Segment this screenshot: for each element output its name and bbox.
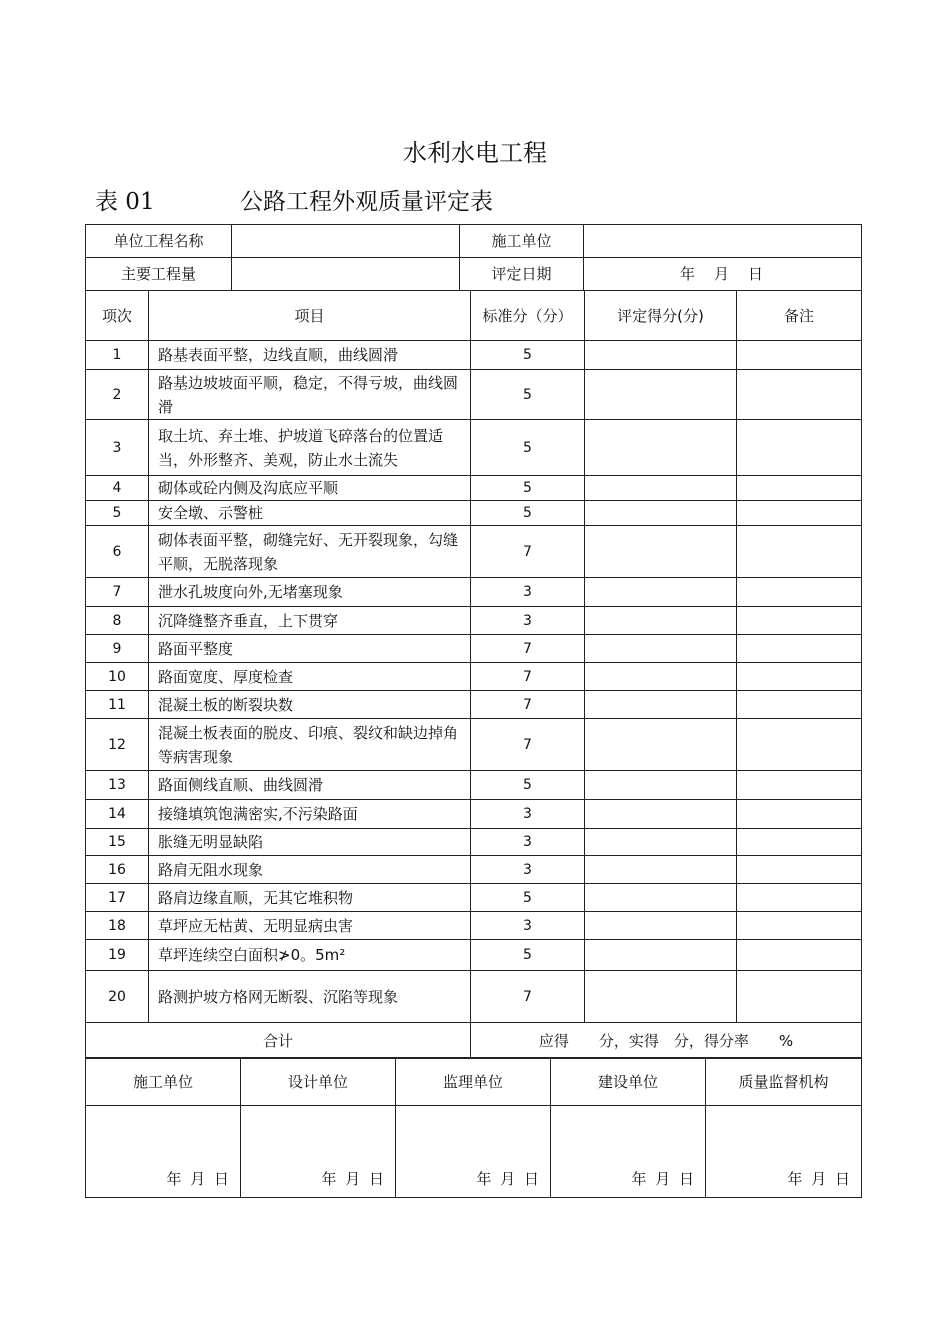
item-std-score: 5	[471, 940, 585, 971]
form-code: 表 01	[95, 189, 155, 215]
table-row	[86, 940, 862, 971]
item-eval-score-field[interactable]	[585, 635, 737, 663]
sign-label-supervision: 监理单位	[396, 1058, 551, 1106]
item-no: 19	[86, 940, 149, 971]
item-eval-score-field[interactable]	[585, 370, 737, 420]
item-no: 1	[86, 341, 149, 370]
item-no: 13	[86, 771, 149, 800]
table-row	[86, 635, 862, 663]
sign-box-quality-supervision[interactable]: 年 月 日	[706, 1106, 862, 1198]
item-std-score: 3	[471, 607, 585, 635]
main-quantity-label: 主要工程量	[86, 258, 232, 291]
main-title: 水利水电工程	[403, 139, 547, 167]
item-description: 路面宽度、厚度检查	[149, 663, 471, 691]
item-no: 9	[86, 635, 149, 663]
item-no: 18	[86, 912, 149, 940]
item-no: 17	[86, 884, 149, 912]
item-eval-score-field[interactable]	[585, 829, 737, 856]
table-row	[86, 884, 862, 912]
item-eval-score-field[interactable]	[585, 526, 737, 578]
item-remark-field[interactable]	[737, 856, 862, 884]
item-description: 取土坑、弃土堆、护坡道飞碎落台的位置适当，外形整齐、美观，防止水土流失	[149, 420, 471, 476]
eval-date-field[interactable]: 年 月 日	[584, 258, 862, 291]
item-std-score: 7	[471, 691, 585, 719]
item-description: 接缝填筑饱满密实,不污染路面	[149, 800, 471, 829]
table-row	[86, 771, 862, 800]
item-std-score: 3	[471, 829, 585, 856]
construction-unit-field[interactable]	[584, 225, 862, 258]
item-no: 14	[86, 800, 149, 829]
project-info-table	[85, 224, 862, 291]
item-std-score: 5	[471, 341, 585, 370]
item-description: 路肩无阻水现象	[149, 856, 471, 884]
total-summary[interactable]: 应得 分，实得 分，得分率 %	[471, 1023, 862, 1059]
table-row	[86, 341, 862, 370]
item-eval-score-field[interactable]	[585, 607, 737, 635]
table-row	[86, 607, 862, 635]
item-eval-score-field[interactable]	[585, 971, 737, 1023]
item-remark-field[interactable]	[737, 940, 862, 971]
item-eval-score-field[interactable]	[585, 663, 737, 691]
item-no: 10	[86, 663, 149, 691]
item-remark-field[interactable]	[737, 884, 862, 912]
col-header-remark: 备注	[737, 291, 862, 341]
sign-box-construction[interactable]: 年 月 日	[86, 1106, 241, 1198]
sign-box-design[interactable]: 年 月 日	[241, 1106, 396, 1198]
item-std-score: 5	[471, 420, 585, 476]
item-description: 草坪应无枯黄、无明显病虫害	[149, 912, 471, 940]
table-row	[86, 719, 862, 771]
item-eval-score-field[interactable]	[585, 719, 737, 771]
item-no: 4	[86, 476, 149, 501]
table-row	[86, 663, 862, 691]
table-row	[86, 370, 862, 420]
item-no: 3	[86, 420, 149, 476]
item-std-score: 7	[471, 526, 585, 578]
item-remark-field[interactable]	[737, 420, 862, 476]
item-eval-score-field[interactable]	[585, 912, 737, 940]
table-row	[86, 501, 862, 526]
item-no: 20	[86, 971, 149, 1023]
item-eval-score-field[interactable]	[585, 691, 737, 719]
item-std-score: 5	[471, 771, 585, 800]
total-label: 合计	[86, 1023, 471, 1059]
item-remark-field[interactable]	[737, 719, 862, 771]
item-description: 砌体表面平整，砌缝完好、无开裂现象，勾缝平顺，无脱落现象	[149, 526, 471, 578]
table-row	[86, 912, 862, 940]
item-std-score: 7	[471, 663, 585, 691]
item-std-score: 7	[471, 635, 585, 663]
item-no: 5	[86, 501, 149, 526]
item-std-score: 3	[471, 912, 585, 940]
item-no: 15	[86, 829, 149, 856]
table-row	[86, 578, 862, 607]
item-remark-field[interactable]	[737, 476, 862, 501]
sign-box-supervision[interactable]: 年 月 日	[396, 1106, 551, 1198]
item-description: 草坪连续空白面积≯0。5m²	[149, 940, 471, 971]
item-std-score: 7	[471, 971, 585, 1023]
sign-box-owner[interactable]: 年 月 日	[551, 1106, 706, 1198]
item-no: 16	[86, 856, 149, 884]
item-description: 混凝土板的断裂块数	[149, 691, 471, 719]
item-remark-field[interactable]	[737, 370, 862, 420]
item-eval-score-field[interactable]	[585, 341, 737, 370]
col-header-no: 项次	[86, 291, 149, 341]
sign-label-owner: 建设单位	[551, 1058, 706, 1106]
item-remark-field[interactable]	[737, 971, 862, 1023]
item-std-score: 5	[471, 370, 585, 420]
item-description: 沉降缝整齐垂直，上下贯穿	[149, 607, 471, 635]
main-quantity-field[interactable]	[232, 258, 460, 291]
item-eval-score-field[interactable]	[585, 476, 737, 501]
item-remark-field[interactable]	[737, 691, 862, 719]
item-description: 混凝土板表面的脱皮、印痕、裂纹和缺边掉角等病害现象	[149, 719, 471, 771]
item-no: 12	[86, 719, 149, 771]
item-remark-field[interactable]	[737, 663, 862, 691]
sign-label-quality-supervision: 质量监督机构	[706, 1058, 862, 1106]
col-header-eval-score: 评定得分(分)	[585, 291, 737, 341]
item-no: 11	[86, 691, 149, 719]
table-row	[86, 971, 862, 1023]
unit-project-name-field[interactable]	[232, 225, 460, 258]
item-description: 泄水孔坡度向外,无堵塞现象	[149, 578, 471, 607]
sign-label-design: 设计单位	[241, 1058, 396, 1106]
table-row	[86, 526, 862, 578]
item-std-score: 7	[471, 719, 585, 771]
unit-project-name-label: 单位工程名称	[86, 225, 232, 258]
item-eval-score-field[interactable]	[585, 420, 737, 476]
item-no: 8	[86, 607, 149, 635]
item-eval-score-field[interactable]	[585, 856, 737, 884]
item-remark-field[interactable]	[737, 341, 862, 370]
form-title: 公路工程外观质量评定表	[240, 189, 493, 215]
quality-items-table	[85, 290, 862, 1059]
col-header-item: 项目	[149, 291, 471, 341]
item-remark-field[interactable]	[737, 526, 862, 578]
item-std-score: 5	[471, 501, 585, 526]
item-eval-score-field[interactable]	[585, 800, 737, 829]
item-remark-field[interactable]	[737, 800, 862, 829]
col-header-std-score: 标准分（分）	[471, 291, 585, 341]
items-body	[86, 341, 862, 1023]
signature-table	[85, 1057, 862, 1198]
item-eval-score-field[interactable]	[585, 578, 737, 607]
item-remark-field[interactable]	[737, 578, 862, 607]
table-row	[86, 420, 862, 476]
item-description: 路基表面平整，边线直顺，曲线圆滑	[149, 341, 471, 370]
item-no: 6	[86, 526, 149, 578]
item-eval-score-field[interactable]	[585, 771, 737, 800]
item-remark-field[interactable]	[737, 607, 862, 635]
table-row	[86, 829, 862, 856]
item-eval-score-field[interactable]	[585, 940, 737, 971]
item-description: 路测护坡方格网无断裂、沉陷等现象	[149, 971, 471, 1023]
sign-label-construction: 施工单位	[86, 1058, 241, 1106]
item-description: 路基边坡坡面平顺，稳定，不得亏坡，曲线圆滑	[149, 370, 471, 420]
item-std-score: 5	[471, 884, 585, 912]
item-description: 路肩边缘直顺，无其它堆积物	[149, 884, 471, 912]
table-row	[86, 856, 862, 884]
item-std-score: 3	[471, 856, 585, 884]
item-std-score: 3	[471, 578, 585, 607]
eval-date-label: 评定日期	[460, 258, 584, 291]
item-std-score: 3	[471, 800, 585, 829]
item-remark-field[interactable]	[737, 501, 862, 526]
table-row	[86, 691, 862, 719]
item-eval-score-field[interactable]	[585, 501, 737, 526]
item-remark-field[interactable]	[737, 912, 862, 940]
item-description: 路面平整度	[149, 635, 471, 663]
construction-unit-label: 施工单位	[460, 225, 584, 258]
item-description: 砌体或砼内侧及沟底应平顺	[149, 476, 471, 501]
item-eval-score-field[interactable]	[585, 884, 737, 912]
item-description: 路面侧线直顺、曲线圆滑	[149, 771, 471, 800]
item-description: 安全墩、示警桩	[149, 501, 471, 526]
item-remark-field[interactable]	[737, 771, 862, 800]
item-description: 胀缝无明显缺陷	[149, 829, 471, 856]
item-std-score: 5	[471, 476, 585, 501]
item-remark-field[interactable]	[737, 829, 862, 856]
item-no: 2	[86, 370, 149, 420]
item-no: 7	[86, 578, 149, 607]
table-row	[86, 476, 862, 501]
item-remark-field[interactable]	[737, 635, 862, 663]
table-row	[86, 800, 862, 829]
